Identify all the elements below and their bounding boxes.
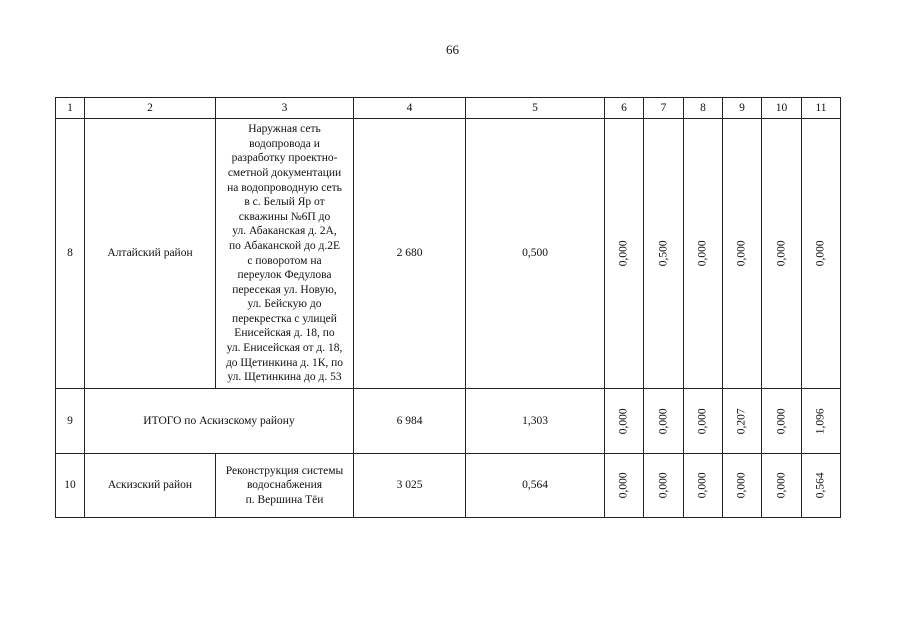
total-label: ИТОГО по Аскизскому району (85, 389, 354, 454)
rotated-value: 0,000 (775, 472, 788, 499)
description-line: разработку проектно- (231, 152, 338, 165)
value-col4: 6 984 (354, 389, 466, 454)
header-cell: 1 (56, 98, 85, 119)
header-cell: 3 (216, 98, 354, 119)
row-number: 8 (56, 119, 85, 389)
table-row (56, 119, 841, 389)
value-cell (762, 454, 802, 518)
rotated-value: 0,000 (617, 472, 630, 499)
description-line: ул. Щетинкина до д. 53 (227, 371, 342, 384)
header-cell: 2 (85, 98, 216, 119)
value-cell (605, 454, 644, 518)
header-cell: 8 (684, 98, 723, 119)
rotated-value: 0,000 (696, 472, 709, 499)
value-cell (723, 119, 762, 389)
value-col5: 0,500 (466, 119, 605, 389)
table-row (56, 454, 841, 518)
header-row (56, 98, 841, 119)
rotated-value: 0,000 (814, 240, 827, 267)
description-line: пересекая ул. Новую, (232, 283, 337, 296)
rotated-value: 0,000 (657, 408, 670, 434)
value-col5: 0,564 (466, 454, 605, 518)
rotated-value: 0,000 (696, 240, 709, 267)
rotated-value: 0,000 (735, 472, 748, 499)
value-col4: 2 680 (354, 119, 466, 389)
description-line: Реконструкция системы (225, 464, 344, 477)
value-cell (644, 389, 684, 454)
description-line: до Щетинкина д. 1К, по (225, 356, 344, 369)
header-cell: 6 (605, 98, 644, 119)
rotated-value: 0,000 (657, 472, 670, 499)
row-number: 10 (56, 454, 85, 518)
header-cell: 5 (466, 98, 605, 119)
header-cell: 7 (644, 98, 684, 119)
value-cell (605, 119, 644, 389)
description-line: переулок Федулова (237, 269, 332, 282)
value-cell (605, 389, 644, 454)
rotated-value: 0,000 (617, 240, 630, 267)
header-cell: 10 (762, 98, 802, 119)
value-col4: 3 025 (354, 454, 466, 518)
description-line: ул. Абаканская д. 2А, (232, 225, 337, 238)
table-row (56, 389, 841, 454)
header-cell: 4 (354, 98, 466, 119)
data-table (55, 97, 841, 518)
value-col5: 1,303 (466, 389, 605, 454)
rotated-value: 0,500 (657, 240, 670, 267)
description-cell (216, 119, 354, 389)
description-line: по Абаканской до д.2Е (229, 239, 340, 252)
description-line: ул. Енисейская от д. 18, (226, 342, 343, 355)
value-cell (802, 119, 841, 389)
header-cell: 11 (802, 98, 841, 119)
value-cell (762, 119, 802, 389)
rotated-value: 0,000 (617, 408, 630, 434)
rotated-value: 0,000 (735, 240, 748, 267)
value-cell (802, 389, 841, 454)
value-cell (684, 119, 723, 389)
description-line: сметной документации (227, 166, 342, 179)
description-line: водопровода и (249, 137, 320, 150)
description-line: с поворотом на (247, 254, 322, 267)
description-line: Енисейская д. 18, по (234, 327, 335, 340)
value-cell (684, 389, 723, 454)
rotated-value: 0,564 (814, 472, 827, 499)
value-cell (684, 454, 723, 518)
header-cell: 9 (723, 98, 762, 119)
value-cell (723, 454, 762, 518)
value-cell (802, 454, 841, 518)
description-line: в с. Белый Яр от (244, 196, 325, 209)
rotated-value: 1,096 (814, 408, 827, 434)
value-cell (762, 389, 802, 454)
rotated-value: 0,000 (775, 240, 788, 267)
description-line: скважины №6П до (238, 210, 331, 223)
description-cell (216, 454, 354, 518)
page-number: 66 (446, 42, 459, 57)
description-line: ул. Бейскую до (247, 298, 322, 311)
value-cell (644, 454, 684, 518)
district-cell: Аскизский район (85, 454, 216, 518)
value-cell (723, 389, 762, 454)
row-number: 9 (56, 389, 85, 454)
description-line: водоснабжения (246, 479, 323, 492)
description-line: перекрестка с улицей (232, 312, 337, 325)
rotated-value: 0,000 (775, 408, 788, 434)
description-line: Наружная сеть (248, 123, 321, 136)
district-cell: Алтайский район (85, 119, 216, 389)
rotated-value: 0,207 (735, 408, 748, 434)
rotated-value: 0,000 (696, 408, 709, 434)
description-line: на водопроводную сеть (227, 181, 342, 194)
description-line: п. Вершина Тёи (245, 493, 324, 506)
value-cell (644, 119, 684, 389)
